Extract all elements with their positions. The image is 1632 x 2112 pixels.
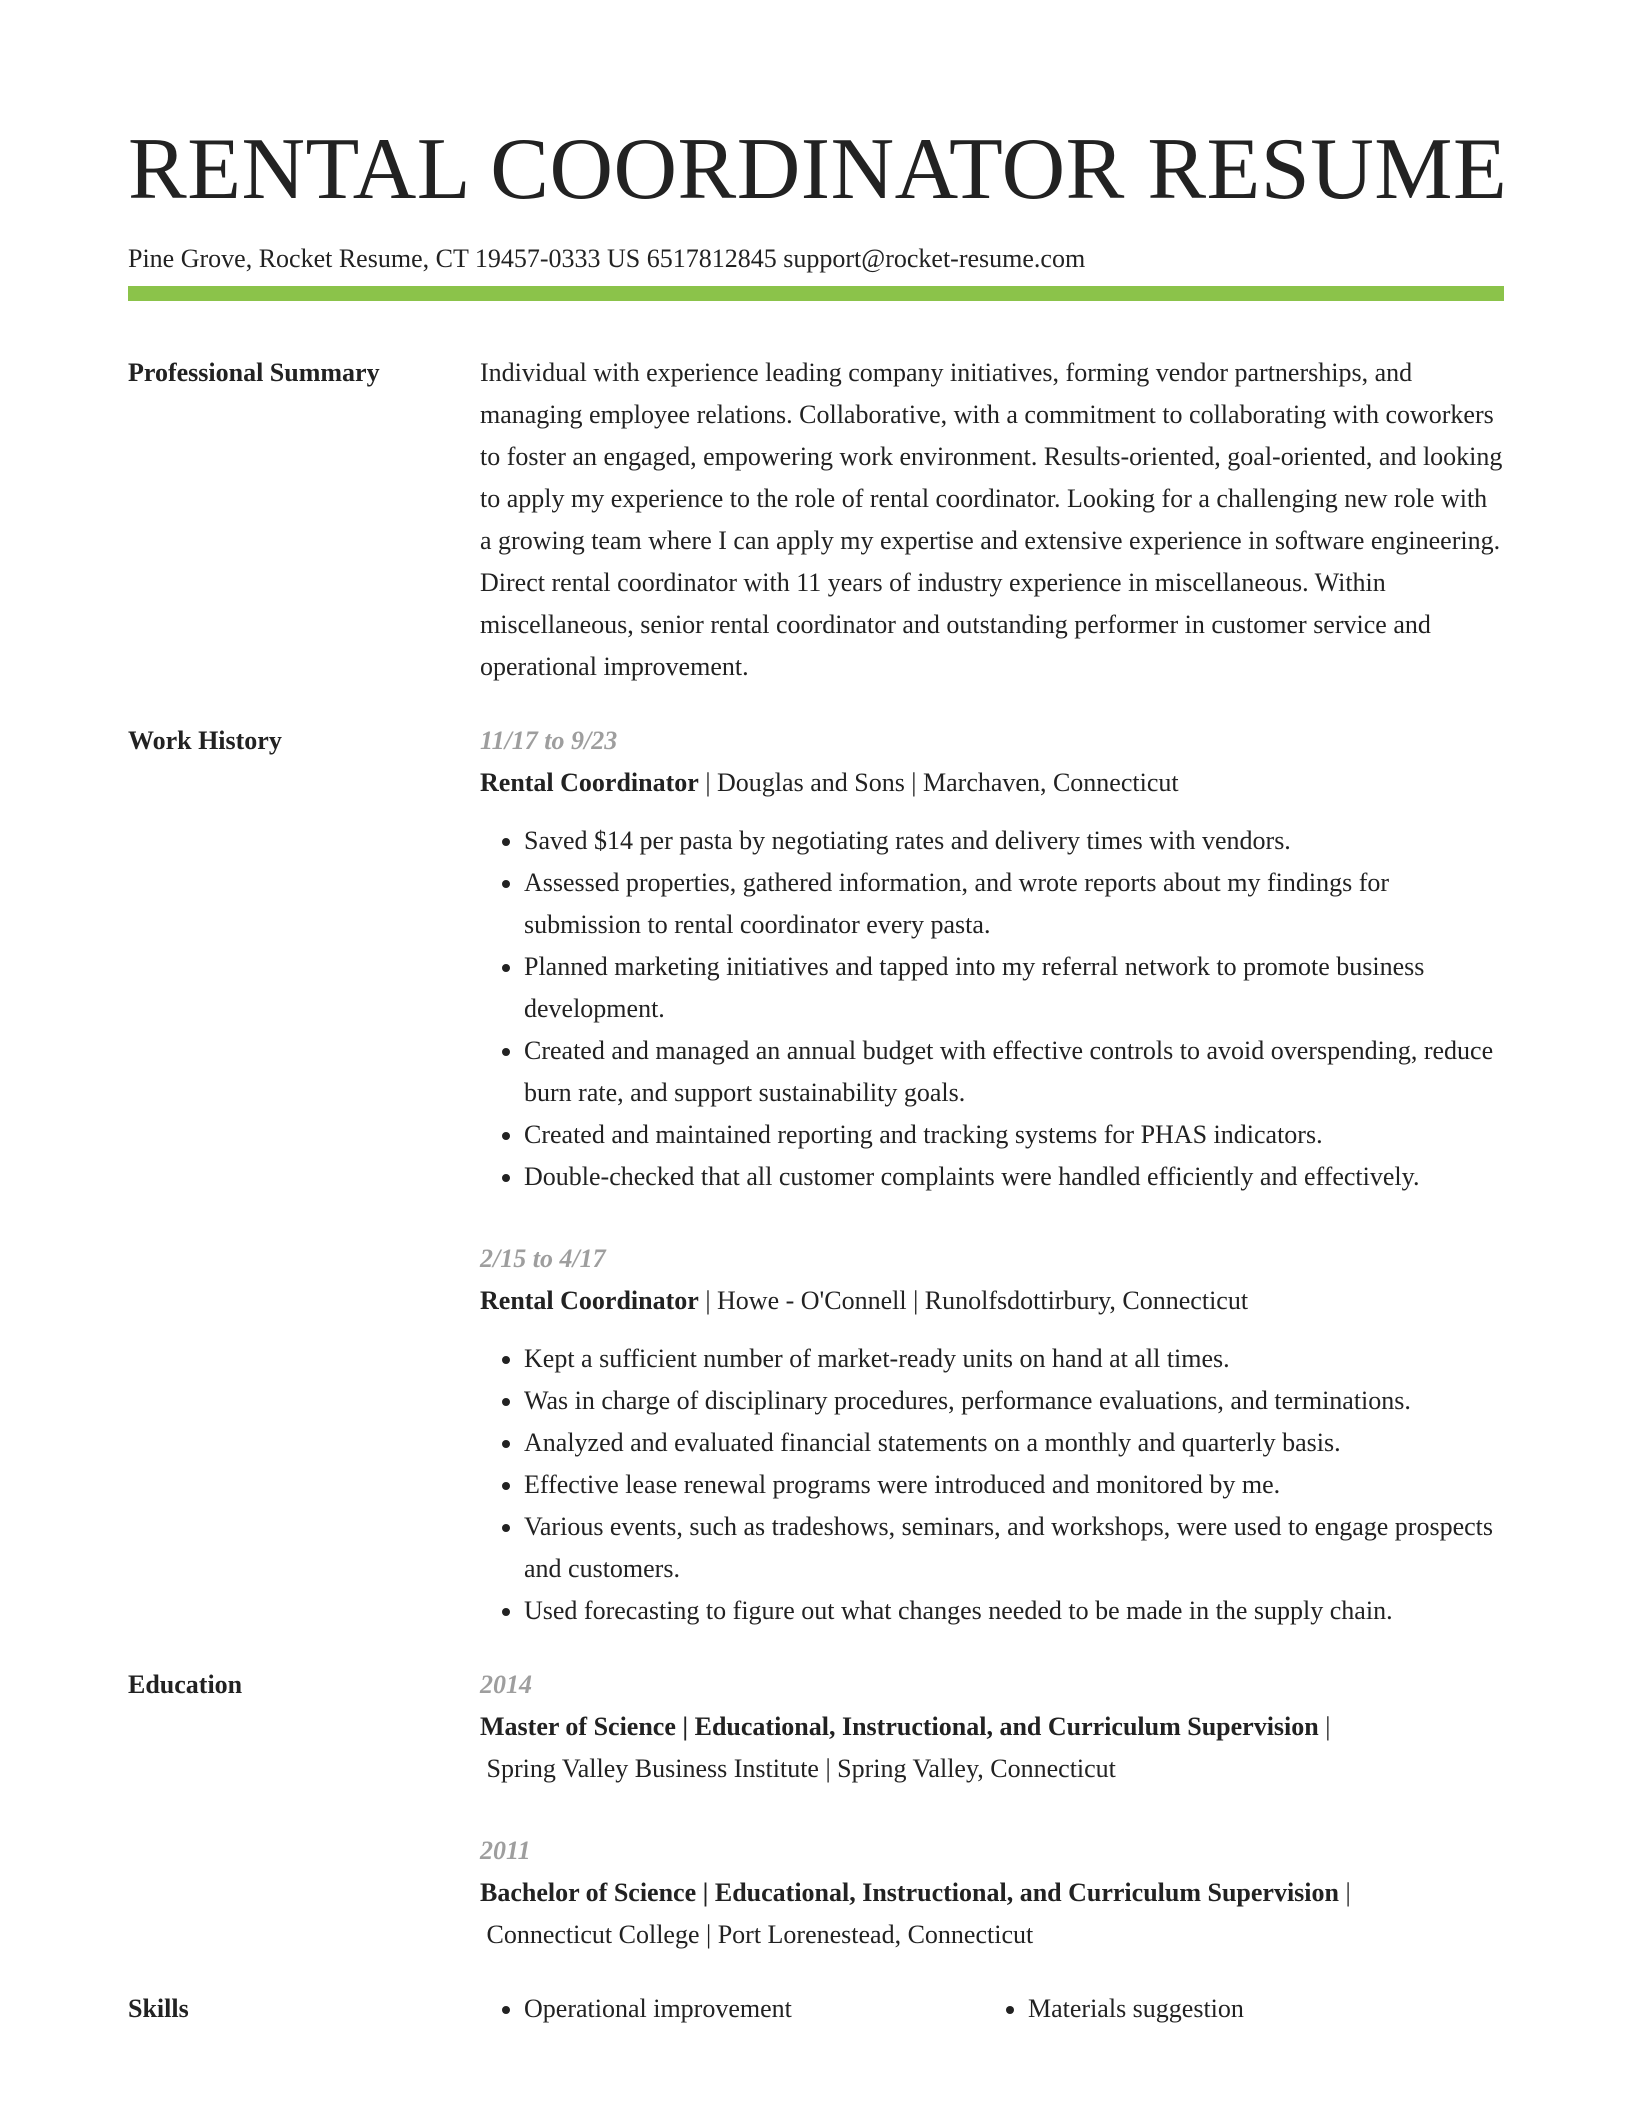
job-dates: 2/15 to 4/17 — [480, 1244, 606, 1273]
education-degree-line — [480, 1706, 1504, 1748]
list-item: • Various events, such as tradeshows, seminars, and workshops, were used to engage prospects and customers. — [524, 1506, 1504, 1590]
skills-body — [480, 1988, 1504, 2030]
education-separator: | — [1318, 1712, 1331, 1741]
job-dates: 11/17 to 9/23 — [480, 726, 618, 755]
spacer — [480, 1790, 1504, 1830]
education-entry — [480, 1830, 1504, 1956]
list-item: • Used forecasting to figure out what changes needed to be made in the supply chain. — [524, 1590, 1504, 1632]
education-degree-line — [480, 1872, 1504, 1914]
list-item: • Operational improvement — [524, 1988, 984, 2030]
education-section — [128, 1664, 1504, 1956]
job-details: | Howe - O'Connell | Runolfsdottirbury, Connecticut — [698, 1286, 1249, 1315]
education-year: 2011 — [480, 1836, 531, 1865]
skills-title: Skills — [128, 1994, 189, 2023]
skills-column-1 — [480, 1988, 984, 2030]
job-details: | Douglas and Sons | Marchaven, Connecticut — [698, 768, 1179, 797]
list-item: • Kept a sufficient number of market-ready units on hand at all times. — [524, 1338, 1504, 1380]
summary-title: Professional Summary — [128, 358, 380, 387]
list-item: • Saved $14 per pasta by negotiating rates and delivery times with vendors. — [524, 820, 1504, 862]
education-school-text: Spring Valley Business Institute | Spring Valley, Connecticut — [486, 1754, 1116, 1783]
list-item: • Materials suggestion — [1028, 1988, 1488, 2030]
skills-list — [480, 1988, 1504, 2030]
job-heading — [480, 1280, 1504, 1322]
list-item: • Analyzed and evaluated financial statements on a monthly and quarterly basis. — [524, 1422, 1504, 1464]
job-entry — [480, 720, 1504, 1198]
education-school-text: Connecticut College | Port Lorenestead, Connecticut — [486, 1920, 1034, 1949]
resume-content — [128, 352, 1504, 2030]
education-body — [480, 1664, 1504, 1956]
job-bullets — [480, 820, 1504, 1198]
spacer — [480, 1198, 1504, 1238]
list-item: • Assessed properties, gathered information, and wrote reports about my findings for submission to rental coordinator every pasta. — [524, 862, 1504, 946]
education-degree: Bachelor of Science | Educational, Instructional, and Curriculum Supervision — [480, 1878, 1339, 1907]
education-degree: Master of Science | Educational, Instructional, and Curriculum Supervision — [480, 1712, 1319, 1741]
job-entry — [480, 1238, 1504, 1632]
resume-header — [128, 118, 1508, 276]
education-school — [480, 1748, 1504, 1790]
job-role: Rental Coordinator — [480, 768, 699, 797]
summary-section — [128, 352, 1504, 688]
education-school — [480, 1914, 1504, 1956]
contact-line: Pine Grove, Rocket Resume, CT 19457-0333 US 6517812845 support@rocket-resume.com — [128, 244, 1086, 273]
skills-column-2 — [984, 1988, 1488, 2030]
list-item: • Planned marketing initiatives and tapped into my referral network to promote business development. — [524, 946, 1504, 1030]
skills-section — [128, 1988, 1504, 2030]
education-title: Education — [128, 1670, 243, 1699]
list-item: • Created and maintained reporting and tracking systems for PHAS indicators. — [524, 1114, 1504, 1156]
work-body — [480, 720, 1504, 1632]
resume-name: RENTAL COORDINATOR RESUME — [128, 121, 1508, 218]
list-item: • Effective lease renewal programs were introduced and monitored by me. — [524, 1464, 1504, 1506]
education-year: 2014 — [480, 1670, 532, 1699]
list-item: • Was in charge of disciplinary procedures, performance evaluations, and terminations. — [524, 1380, 1504, 1422]
work-section — [128, 720, 1504, 1632]
job-bullets — [480, 1338, 1504, 1632]
job-role: Rental Coordinator — [480, 1286, 699, 1315]
education-separator: | — [1338, 1878, 1351, 1907]
summary-text: Individual with experience leading company initiatives, forming vendor partnerships, and managing employee relations. Collaborative, with a commitment to collaborating with coworkers to foster an engaged, empowering work environment. Results-oriented, goal-oriented, and looking to apply my experience to the role of rental coordinator. Looking for a challenging new role with a growing team where I can apply my expertise and extensive experience in software engineering. Direct rental coordinator with 11 years of industry experience in miscellaneous. Within miscellaneous, senior rental coordinator and outstanding performer in customer service and operational improvement. — [480, 358, 1503, 681]
header-divider — [128, 286, 1504, 301]
work-title: Work History — [128, 726, 282, 755]
list-item: • Created and managed an annual budget with effective controls to avoid overspending, reduce burn rate, and support sustainability goals. — [524, 1030, 1504, 1114]
list-item: • Double-checked that all customer complaints were handled efficiently and effectively. — [524, 1156, 1504, 1198]
summary-body — [480, 352, 1504, 688]
education-entry — [480, 1664, 1504, 1790]
job-heading — [480, 762, 1504, 804]
